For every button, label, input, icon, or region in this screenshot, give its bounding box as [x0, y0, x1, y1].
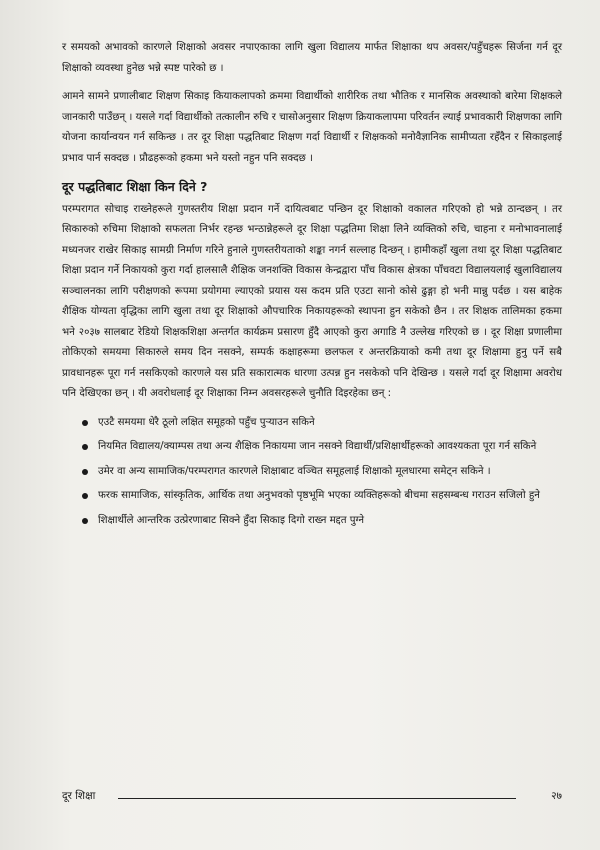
list-item: [84, 511, 562, 532]
bullet-icon: [82, 420, 88, 426]
section-heading: दूर पद्धतिबाट शिक्षा किन दिने ?: [62, 179, 208, 194]
list-item-text: नियमित विद्यालय/क्याम्पस तथा अन्य शैक्षिक निकायमा जान नसक्ने विद्यार्थी/प्रशिक्षार्थीहरूको आवश्यकता पूरा गर्न सकिने: [98, 441, 537, 452]
paragraph-face-to-face: आमने सामने प्रणालीबाट शिक्षण सिकाइ कियाकलापको क्रममा विद्यार्थीको शारीरिक तथा भौतिक र मानसिक अवस्थाको बारेमा शिक्षकले जानकारी पाउँछन् । यसले गर्दा विद्यार्थीको तत्कालीन रुचि र चासोअनुसार शिक्षण क्रियाकलापमा परिवर्तन ल्याई प्रभावकारी शिक्षणका लागि योजना कार्यान्वयन गर्न सकिन्छ । तर दूर शिक्षा पद्धतिबाट शिक्षण गर्दा विद्यार्थी र शिक्षकको मनोवैज्ञानिक सामीप्यता रहँदैन र सिकाइलाई प्रभाव पार्न सक्दछ । प्रौढहरूको हकमा भने यस्तो नहुन पनि सक्दछ ।: [62, 91, 562, 164]
footer-divider: [118, 798, 516, 799]
bullet-icon: [82, 469, 88, 475]
bullet-icon: [82, 493, 88, 499]
opportunity-list: [62, 413, 562, 532]
page-number: २७: [551, 790, 562, 802]
list-item: [84, 486, 562, 507]
paragraph-intro: र समयको अभावको कारणले शिक्षाको अवसर नपाएकाका लागि खुला विद्यालय मार्फत शिक्षाका थप अवसर/पहुँचहरू सिर्जना गर्न दूर शिक्षाको व्यवस्था हुनेछ भन्ने स्पष्ट पारेको छ ।: [62, 42, 562, 74]
footer-title: दूर शिक्षा: [62, 790, 96, 802]
page-footer: [62, 789, 562, 807]
bullet-icon: [82, 444, 88, 450]
list-item-text: फरक सामाजिक, सांस्कृतिक, आर्थिक तथा अनुभवको पृष्ठभूमि भएका व्यक्तिहरूको बीचमा सहसम्बन्ध गराउन सजिलो हुने: [98, 490, 540, 501]
list-item-text: उमेर वा अन्य सामाजिक/परम्परागत कारणले शिक्षाबाट वञ्चित समूहलाई शिक्षाको मूलधारमा समेट्न सकिने ।: [98, 465, 491, 477]
list-item-text: एउटै समयमा धेरै ठूलो लक्षित समूहको पहुँच पुऱ्याउन सकिने: [98, 416, 315, 428]
list-item: [84, 413, 562, 434]
page-content: [62, 38, 562, 535]
bullet-icon: [82, 518, 88, 524]
list-item: [84, 462, 562, 483]
list-item-text: शिक्षार्थीले आन्तरिक उत्प्रेरणाबाट सिक्ने हुँदा सिकाइ दिगो राख्न मद्दत पुग्ने: [98, 514, 365, 526]
list-item: [84, 437, 562, 458]
paragraph-body: परम्परागत सोचाइ राख्नेहरूले गुणस्तरीय शिक्षा प्रदान गर्ने दायित्वबाट पन्छिन दूर शिक्षाको वकालत गरिएको हो भन्ने ठान्दछन् । तर सिकारुको रुचिमा शिक्षाको सफलता निर्भर रहन्छ भन्ठान्नेहरूले दूर शिक्षा पद्धतिमा शिक्षा लिने व्यक्तिको रुचि, चाहना र मनोभावनालाई मध्यनजर राखेर सिकाइ सामग्री निर्माण गरिने हुनाले गुणस्तरीयताको शङ्का नगर्न सल्लाह दिन्छन् । हामीकहाँ खुला तथा दूर शिक्षा पद्धतिबाट शिक्षा प्रदान गर्ने निकायको कुरा गर्दा हालसालै शैक्षिक जनशक्ति विकास केन्द्रद्वारा पाँच विकास क्षेत्रका पाँचवटा विद्यालयलाई खुलाविद्यालय सञ्चालनका लागि परीक्षणको रूपमा प्रयोगमा ल्याएको प्रयास यस कदम प्रति एउटा सानो कोसे ढुङ्गा हो भनी मान्नु पर्दछ । यस बाहेक शैक्षिक योग्यता वृद्धिका लागि खुला तथा दूर शिक्षाको औपचारिक निकायहरूको स्थापना हुन सकेको छैन । तर शिक्षक तालिमका हकमा भने २०३७ सालबाट रेडियो शिक्षकशिक्षा अन्तर्गत कार्यक्रम प्रसारण हुँदै आएको कुरा अगाडि नै उल्लेख गरिएको छ । दूर शिक्षा प्रणालीमा तोकिएको समयमा सिकारुले समय दिन नसक्ने, सम्पर्क कक्षाहरूमा छलफल र अन्तरक्रियाको कमी तथा दूर शिक्षामा हुनु पर्ने सबै प्रावधानहरू पूरा गर्न नसकिएको कारणले यस प्रति सकारात्मक धारणा उत्पन्न हुन नसकेको पनि देखिन्छ । यसले गर्दा दूर शिक्षामा अवरोध पनि देखिएका छन् । यी अवरोधलाई दूर शिक्षाका निम्न अवसरहरूले चुनौति दिइरहेका छन् :: [62, 203, 562, 399]
